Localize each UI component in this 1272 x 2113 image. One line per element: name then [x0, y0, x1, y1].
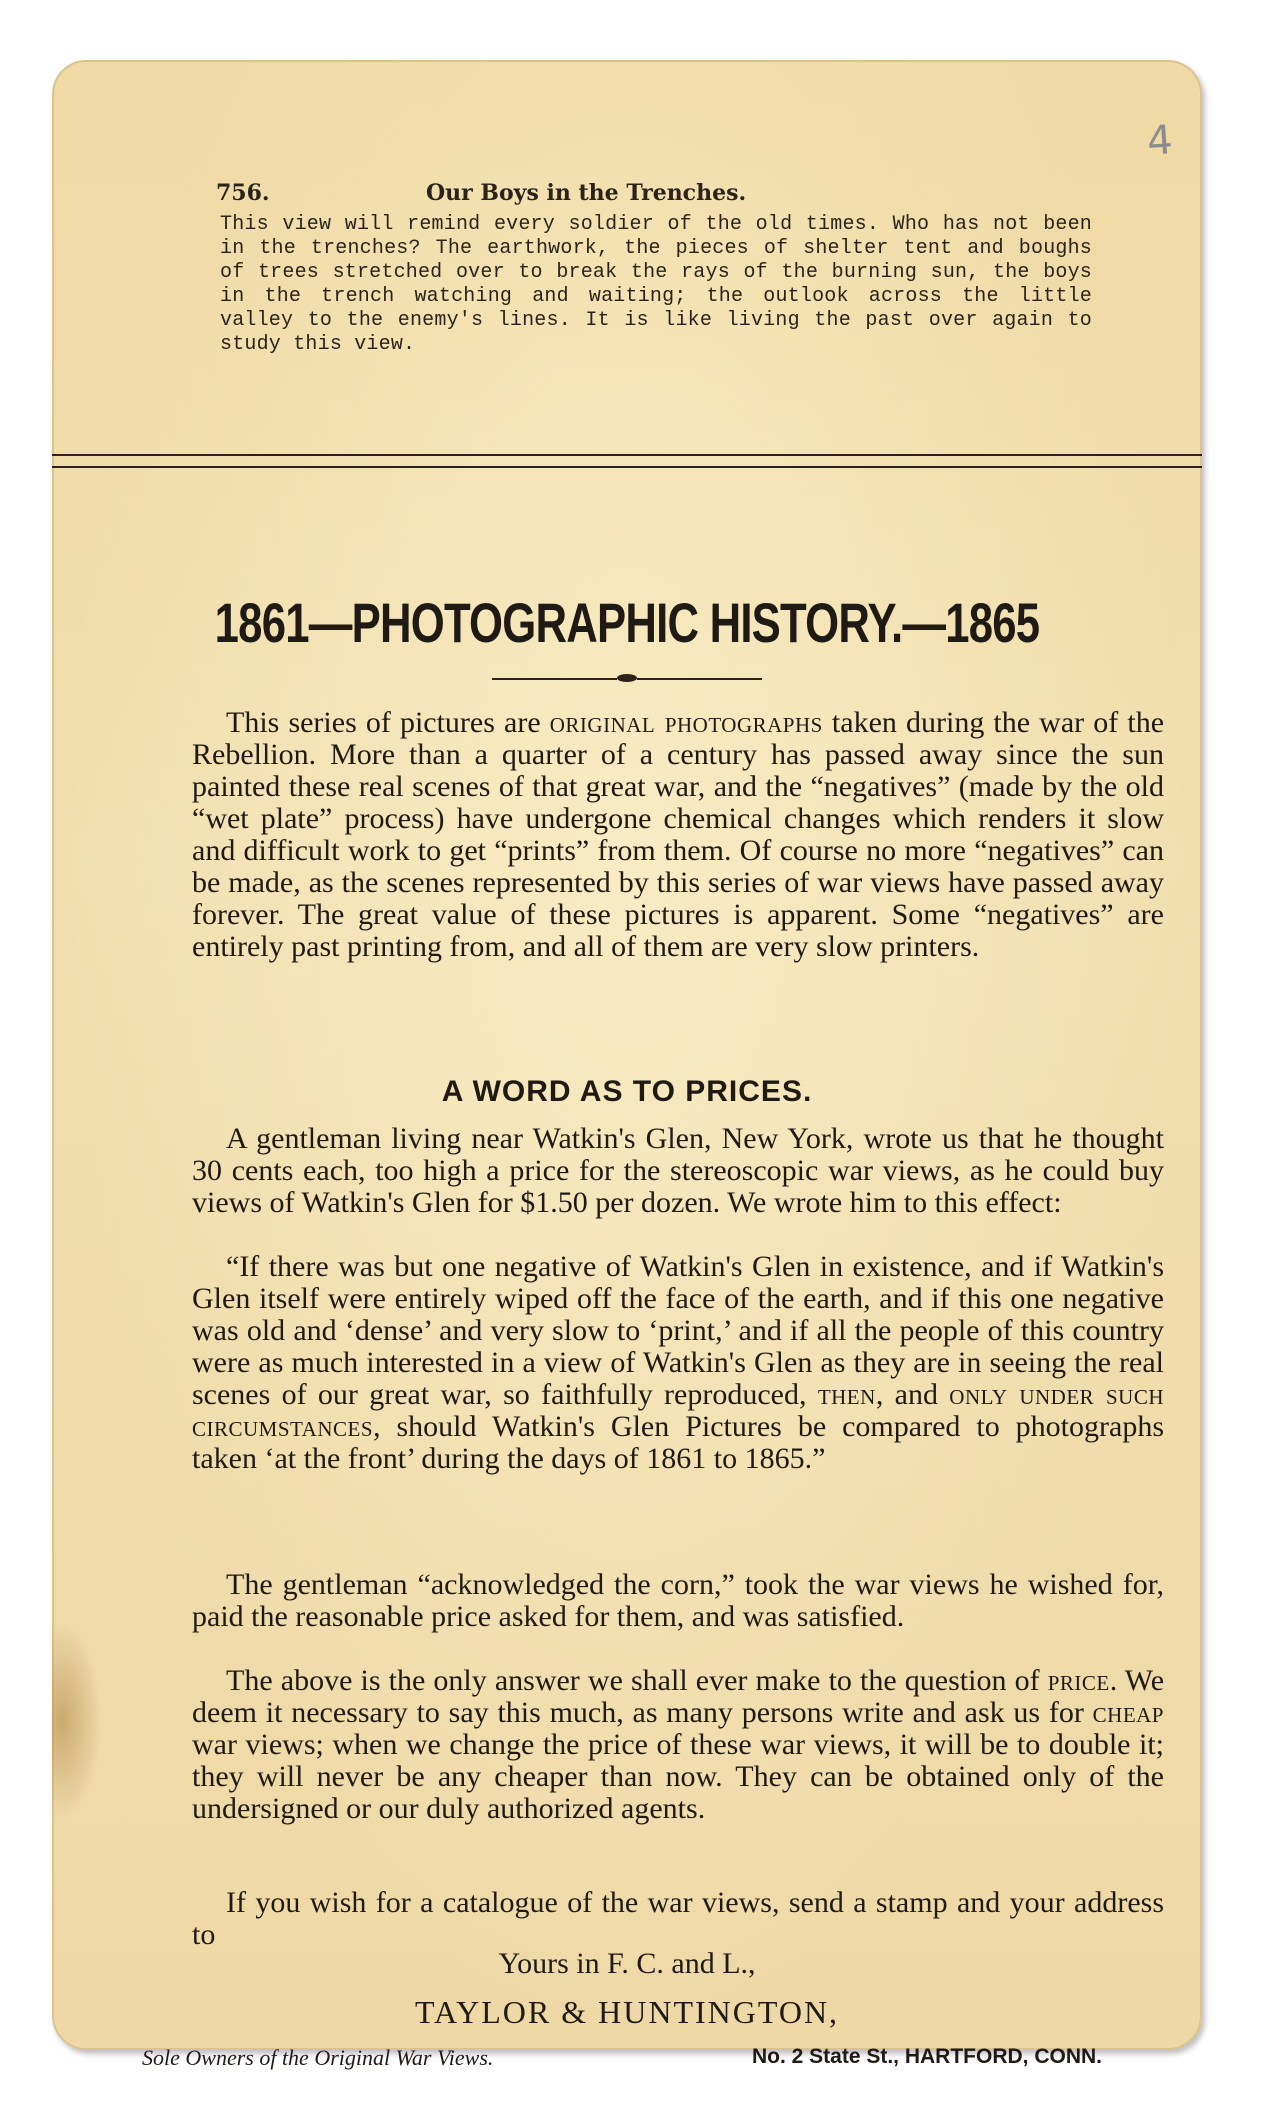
catalogue-paragraph: If you wish for a catalogue of the war views, send a stamp and your address to — [192, 1886, 1164, 1951]
company-name: TAYLOR & HUNTINGTON, — [414, 1994, 840, 2030]
view-number: 756. — [216, 180, 270, 206]
closing-line: Yours in F. C. and L., — [498, 1947, 756, 1980]
title-ornament — [492, 674, 762, 684]
quote-paragraph: “If there was but one negative of Watkin's Glen in existence, and if Watkin's Glen itself were entirely wiped off the face of the earth, and if this one negative was old and ‘dense’ and very slow to ‘print,’ and if all the people of this country were as much interested in a view of Watkin's Glen as they are in seeing the real scenes of our great war, so faithfully reproduced, then, and only under such circumstances, should Watkin's Glen Pictures be compared to photographs taken ‘at the front’ during the days of 1861 to 1865.” — [192, 1250, 1164, 1475]
address-line: No. 2 State St., HARTFORD, CONN. — [751, 2045, 1102, 2068]
divider-line-lower — [52, 466, 1202, 468]
pencil-mark: 4 — [1144, 117, 1174, 165]
view-title: Our Boys in the Trenches. — [426, 180, 747, 206]
gentleman-paragraph: The gentleman “acknowledged the corn,” took the war views he wished for, paid the reasonable price asked for them, and was satisfied. — [192, 1568, 1164, 1633]
stereoview-card-back — [52, 60, 1202, 2070]
view-description: This view will remind every soldier of the old times. Who has not been in the trenches? The earthwork, the pieces of shelter tent and boughs of trees stretched over to break the rays of the burning sun, the boys in the trench watching and waiting; the outlook across the little valley to the enemy's lines. It is like living the past over again to study this view. — [220, 213, 1092, 356]
divider-line-upper — [52, 454, 1202, 456]
owners-line: Sole Owners of the Original War Views. — [142, 2045, 494, 2070]
age-stain — [52, 1620, 102, 1820]
answer-paragraph: The above is the only answer we shall ever make to the question of price. We deem it necessary to say this much, as many persons write and ask us for cheap war views; when we change the price of these war views, it will be to double it; they will never be any cheaper than now. They can be obtained only of the undersigned or our duly authorized agents. — [192, 1664, 1165, 1825]
page-title: 1861—PHOTOGRAPHIC HISTORY.—1865 — [214, 591, 1040, 654]
intro-paragraph: This series of pictures are original photographs taken during the war of the Rebellion. More than a quarter of a century has passed away since the sun painted these real scenes of that great war, and the “negatives” (made by the old “wet plate” process) have undergone chemical changes which renders it slow and difficult work to get “prints” from them. Of course no more “negatives” can be made, as the scenes represented by this series of war views have passed away forever. The great value of these pictures is apparent. Some “negatives” are entirely past printing from, and all of them are very slow printers. — [192, 706, 1165, 963]
prices-subheading: A WORD AS TO PRICES. — [441, 1075, 813, 1108]
prices-paragraph: A gentleman living near Watkin's Glen, New York, wrote us that he thought 30 cents each, too high a price for the stereoscopic war views, as he could buy views of Watkin's Glen for $1.50 per dozen. We wrote him to this effect: — [192, 1122, 1164, 1219]
